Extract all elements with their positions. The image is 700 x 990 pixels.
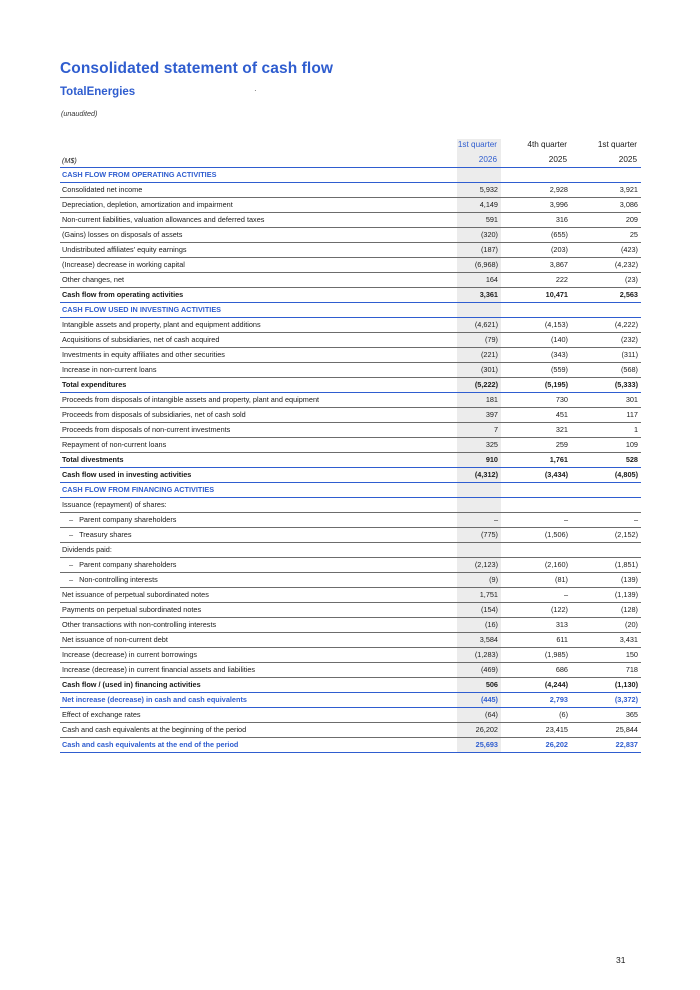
row-value-col2: (2,160)	[501, 558, 571, 573]
row-value-col2: 222	[501, 273, 571, 288]
row-label	[60, 213, 457, 228]
row-label-text: Net issuance of non-current debt	[62, 635, 168, 644]
row-value-col1: 397	[457, 408, 501, 423]
row-label	[60, 438, 457, 453]
row-value-col2: (4,153)	[501, 318, 571, 333]
row-label-text: Parent company shareholders	[79, 560, 177, 569]
row-value-col3	[571, 303, 641, 318]
row-value-col3: (20)	[571, 618, 641, 633]
row-value-col2	[501, 303, 571, 318]
row-value-col3: (568)	[571, 363, 641, 378]
row-label-text: Cash flow used in investing activities	[62, 470, 192, 479]
table-row	[60, 408, 641, 423]
row-value-col2: (5,195)	[501, 378, 571, 393]
row-label-text: Proceeds from disposals of intangible assets and property, plant and equipment	[62, 395, 320, 404]
table-row	[60, 513, 641, 528]
indent-dash: –	[69, 575, 74, 584]
row-value-col1: 7	[457, 423, 501, 438]
page-title: Consolidated statement of cash flow	[60, 60, 334, 77]
row-value-col1: 506	[457, 678, 501, 693]
row-label	[60, 363, 457, 378]
row-value-col1: 3,584	[457, 633, 501, 648]
table-row	[60, 363, 641, 378]
row-label	[60, 288, 457, 303]
row-label	[60, 378, 457, 393]
row-value-col1: (79)	[457, 333, 501, 348]
row-value-col2: 730	[501, 393, 571, 408]
row-label	[60, 198, 457, 213]
row-value-col2: (655)	[501, 228, 571, 243]
row-value-col2: (559)	[501, 363, 571, 378]
row-value-col2: (1,506)	[501, 528, 571, 543]
indent-dash: –	[69, 530, 74, 539]
indent-dash: –	[69, 560, 74, 569]
row-value-col3: 3,921	[571, 183, 641, 198]
row-label-text: Total divestments	[62, 455, 124, 464]
table-row	[60, 378, 641, 393]
row-value-col3: 25,844	[571, 723, 641, 738]
row-value-col3: (4,232)	[571, 258, 641, 273]
row-value-col1: 3,361	[457, 288, 501, 303]
row-label	[60, 393, 457, 408]
row-value-col3	[571, 498, 641, 513]
row-value-col3	[571, 543, 641, 558]
row-value-col2: (140)	[501, 333, 571, 348]
row-label-text: CASH FLOW FROM OPERATING ACTIVITIES	[62, 170, 217, 179]
row-value-col3: 3,431	[571, 633, 641, 648]
row-label-text: Cash and cash equivalents at the beginning of the period	[62, 725, 247, 734]
row-value-col1: 591	[457, 213, 501, 228]
row-value-col1	[457, 483, 501, 498]
row-value-col1: (6,968)	[457, 258, 501, 273]
row-label	[60, 633, 457, 648]
table-row	[60, 423, 641, 438]
table-row	[60, 738, 641, 753]
table-row	[60, 213, 641, 228]
row-value-col1: (4,621)	[457, 318, 501, 333]
section-header-row	[60, 168, 641, 183]
row-label	[60, 348, 457, 363]
row-value-col2: (122)	[501, 603, 571, 618]
row-value-col1: (4,312)	[457, 468, 501, 483]
row-value-col3: (423)	[571, 243, 641, 258]
row-value-col2: –	[501, 588, 571, 603]
row-label-text: Consolidated net income	[62, 185, 143, 194]
row-value-col1: (445)	[457, 693, 501, 708]
row-value-col3: (23)	[571, 273, 641, 288]
row-value-col1	[457, 303, 501, 318]
row-label	[60, 498, 457, 513]
table-row	[60, 333, 641, 348]
row-value-col3: 365	[571, 708, 641, 723]
row-value-col2: (343)	[501, 348, 571, 363]
row-label-text: Investments in equity affiliates and other securities	[62, 350, 225, 359]
table-row	[60, 198, 641, 213]
row-value-col2	[501, 543, 571, 558]
table-row	[60, 573, 641, 588]
row-value-col3: 209	[571, 213, 641, 228]
table-row	[60, 438, 641, 453]
unit-label: (M$)	[62, 156, 77, 165]
table-row	[60, 273, 641, 288]
row-value-col3: 1	[571, 423, 641, 438]
row-value-col2: –	[501, 513, 571, 528]
row-label-text: Depreciation, depletion, amortization and impairment	[62, 200, 233, 209]
row-label-text: Proceeds from disposals of subsidiaries, net of cash sold	[62, 410, 246, 419]
unaudited-note: (unaudited)	[61, 109, 98, 118]
row-label	[60, 513, 457, 528]
row-value-col2: (81)	[501, 573, 571, 588]
row-value-col1: 1,751	[457, 588, 501, 603]
table-row	[60, 348, 641, 363]
row-label-text: Issuance (repayment) of shares:	[62, 500, 167, 509]
row-value-col3: (1,851)	[571, 558, 641, 573]
col1-year-header: 2026	[478, 155, 497, 164]
row-value-col3: 2,563	[571, 288, 641, 303]
row-value-col2: 316	[501, 213, 571, 228]
table-row	[60, 603, 641, 618]
row-value-col2	[501, 483, 571, 498]
row-value-col2: 686	[501, 663, 571, 678]
row-label-text: CASH FLOW USED IN INVESTING ACTIVITIES	[62, 305, 222, 314]
row-value-col1: –	[457, 513, 501, 528]
decorative-dot: ·	[254, 86, 257, 95]
table-row	[60, 588, 641, 603]
cash-flow-table-body	[60, 168, 641, 753]
table-row	[60, 243, 641, 258]
row-label-text: Repayment of non-current loans	[62, 440, 167, 449]
table-row	[60, 723, 641, 738]
row-value-col3: (3,372)	[571, 693, 641, 708]
row-value-col3: 150	[571, 648, 641, 663]
table-row	[60, 693, 641, 708]
row-label	[60, 168, 457, 183]
row-label	[60, 528, 457, 543]
row-value-col3: 718	[571, 663, 641, 678]
table-row	[60, 288, 641, 303]
row-label-text: (Gains) losses on disposals of assets	[62, 230, 183, 239]
row-value-col1: (469)	[457, 663, 501, 678]
row-value-col3: (2,152)	[571, 528, 641, 543]
row-value-col1: (775)	[457, 528, 501, 543]
row-label-text: Acquisitions of subsidiaries, net of cash acquired	[62, 335, 220, 344]
row-value-col1: (320)	[457, 228, 501, 243]
col3-year-header: 2025	[618, 155, 637, 164]
row-value-col1: (301)	[457, 363, 501, 378]
row-label	[60, 708, 457, 723]
row-label	[60, 243, 457, 258]
row-value-col2: (3,434)	[501, 468, 571, 483]
table-row	[60, 183, 641, 198]
row-label	[60, 663, 457, 678]
row-label-text: Cash flow from operating activities	[62, 290, 184, 299]
row-label	[60, 273, 457, 288]
table-row	[60, 258, 641, 273]
row-value-col1: (1,283)	[457, 648, 501, 663]
row-value-col1: (187)	[457, 243, 501, 258]
row-value-col3: (4,805)	[571, 468, 641, 483]
row-label	[60, 303, 457, 318]
row-value-col1: (2,123)	[457, 558, 501, 573]
row-value-col3: (5,333)	[571, 378, 641, 393]
row-value-col1	[457, 498, 501, 513]
table-row	[60, 708, 641, 723]
section-header-row	[60, 303, 641, 318]
row-value-col1: (9)	[457, 573, 501, 588]
row-value-col2: (4,244)	[501, 678, 571, 693]
row-label	[60, 333, 457, 348]
row-label-text: Increase (decrease) in current borrowings	[62, 650, 198, 659]
row-label	[60, 408, 457, 423]
row-value-col2: 451	[501, 408, 571, 423]
row-label	[60, 228, 457, 243]
table-row	[60, 663, 641, 678]
row-value-col1: 181	[457, 393, 501, 408]
row-label	[60, 693, 457, 708]
page-number: 31	[616, 955, 626, 965]
row-value-col3: 117	[571, 408, 641, 423]
row-value-col3	[571, 483, 641, 498]
table-row	[60, 498, 641, 513]
row-label-text: Other transactions with non-controlling interests	[62, 620, 217, 629]
row-label	[60, 618, 457, 633]
row-value-col1: (64)	[457, 708, 501, 723]
table-row	[60, 648, 641, 663]
row-label-text: Effect of exchange rates	[62, 710, 141, 719]
row-label-text: Cash and cash equivalents at the end of the period	[62, 740, 239, 749]
row-value-col2: 321	[501, 423, 571, 438]
row-value-col1: 5,932	[457, 183, 501, 198]
row-value-col1: (16)	[457, 618, 501, 633]
col1-period-header: 1st quarter	[457, 140, 497, 149]
row-label-text: Payments on perpetual subordinated notes	[62, 605, 202, 614]
section-header-row	[60, 483, 641, 498]
row-label	[60, 738, 457, 753]
table-row	[60, 468, 641, 483]
row-value-col3: (4,222)	[571, 318, 641, 333]
row-value-col1: 325	[457, 438, 501, 453]
table-row	[60, 528, 641, 543]
row-value-col3: 528	[571, 453, 641, 468]
row-value-col3: (128)	[571, 603, 641, 618]
row-label	[60, 183, 457, 198]
row-value-col1: 910	[457, 453, 501, 468]
row-value-col1: 4,149	[457, 198, 501, 213]
row-value-col2: 2,928	[501, 183, 571, 198]
table-row	[60, 318, 641, 333]
row-value-col3: 3,086	[571, 198, 641, 213]
row-value-col1: (154)	[457, 603, 501, 618]
row-value-col2: 3,867	[501, 258, 571, 273]
row-label	[60, 558, 457, 573]
table-row	[60, 393, 641, 408]
col3-period-header: 1st quarter	[597, 140, 637, 149]
row-value-col3	[571, 168, 641, 183]
row-value-col1	[457, 543, 501, 558]
row-value-col3: 25	[571, 228, 641, 243]
table-row	[60, 228, 641, 243]
row-label-text: Non-current liabilities, valuation allowances and deferred taxes	[62, 215, 265, 224]
table-row	[60, 618, 641, 633]
row-value-col2: 26,202	[501, 738, 571, 753]
row-label	[60, 648, 457, 663]
table-row	[60, 678, 641, 693]
row-label-text: Non-controlling interests	[79, 575, 158, 584]
row-value-col3: (139)	[571, 573, 641, 588]
table-row	[60, 558, 641, 573]
row-label-text: Intangible assets and property, plant and equipment additions	[62, 320, 261, 329]
company-name: TotalEnergies	[60, 86, 136, 98]
row-label-text: Cash flow / (used in) financing activities	[62, 680, 201, 689]
row-label	[60, 318, 457, 333]
row-value-col1: 164	[457, 273, 501, 288]
row-label-text: Other changes, net	[62, 275, 125, 284]
row-label-text: Net issuance of perpetual subordinated notes	[62, 590, 209, 599]
row-value-col2: (6)	[501, 708, 571, 723]
row-value-col2	[501, 168, 571, 183]
col2-period-header: 4th quarter	[527, 140, 567, 149]
row-value-col2: 611	[501, 633, 571, 648]
cash-flow-table	[60, 167, 641, 753]
row-value-col1: 26,202	[457, 723, 501, 738]
col2-year-header: 2025	[548, 155, 567, 164]
row-label-text: CASH FLOW FROM FINANCING ACTIVITIES	[62, 485, 215, 494]
table-row	[60, 543, 641, 558]
table-row	[60, 633, 641, 648]
row-label	[60, 423, 457, 438]
row-value-col3: (232)	[571, 333, 641, 348]
row-label-text: Increase in non-current loans	[62, 365, 157, 374]
row-label	[60, 573, 457, 588]
row-value-col1: (221)	[457, 348, 501, 363]
table-row	[60, 453, 641, 468]
row-value-col2: (203)	[501, 243, 571, 258]
row-label-text: Treasury shares	[79, 530, 132, 539]
row-label	[60, 468, 457, 483]
row-value-col3: 301	[571, 393, 641, 408]
row-label-text: Undistributed affiliates' equity earnings	[62, 245, 187, 254]
row-label	[60, 588, 457, 603]
row-value-col1	[457, 168, 501, 183]
indent-dash: –	[69, 515, 74, 524]
row-value-col3: (1,130)	[571, 678, 641, 693]
row-value-col2: 1,761	[501, 453, 571, 468]
row-label	[60, 723, 457, 738]
row-value-col2: 2,793	[501, 693, 571, 708]
row-value-col3: 109	[571, 438, 641, 453]
row-label-text: Net increase (decrease) in cash and cash equivalents	[62, 695, 247, 704]
row-label-text: Proceeds from disposals of non-current investments	[62, 425, 231, 434]
row-value-col2: 3,996	[501, 198, 571, 213]
row-label-text: (Increase) decrease in working capital	[62, 260, 185, 269]
row-label-text: Total expenditures	[62, 380, 127, 389]
row-value-col3: –	[571, 513, 641, 528]
row-label	[60, 603, 457, 618]
row-value-col1: 25,693	[457, 738, 501, 753]
row-value-col3: 22,837	[571, 738, 641, 753]
row-value-col2: 259	[501, 438, 571, 453]
row-value-col2: (1,985)	[501, 648, 571, 663]
row-label-text: Dividends paid:	[62, 545, 112, 554]
row-value-col3: (1,139)	[571, 588, 641, 603]
row-label-text: Increase (decrease) in current financial assets and liabilities	[62, 665, 256, 674]
row-label	[60, 258, 457, 273]
row-value-col2	[501, 498, 571, 513]
row-label	[60, 543, 457, 558]
row-value-col3: (311)	[571, 348, 641, 363]
row-value-col2: 313	[501, 618, 571, 633]
row-label	[60, 483, 457, 498]
row-label	[60, 453, 457, 468]
row-label	[60, 678, 457, 693]
row-value-col2: 10,471	[501, 288, 571, 303]
row-value-col1: (5,222)	[457, 378, 501, 393]
row-label-text: Parent company shareholders	[79, 515, 177, 524]
row-value-col2: 23,415	[501, 723, 571, 738]
